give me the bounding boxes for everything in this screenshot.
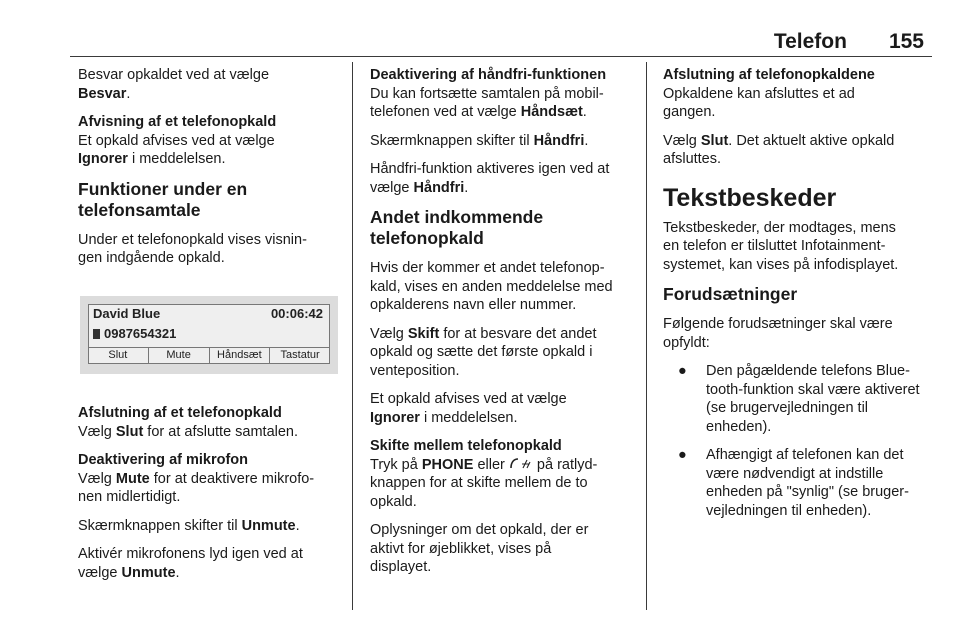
paragraph-functions: Under et telefonopkald vises visnin- gen indgående opkald.	[78, 231, 307, 266]
subheading-end-call: Afslutning af et telefonopkald	[78, 405, 282, 421]
subheading-handsfree-off: Deaktivering af håndfri-funktionen	[370, 67, 607, 83]
caller-number: 0987654321	[93, 326, 176, 341]
heading-prerequisites: Forudsætninger	[663, 284, 798, 304]
bullet-icon: ●	[678, 363, 687, 379]
list-item: ● Den pågældende telefons Blue- tooth-funktion skal være aktiveret (se brugervejledningen til enheden).	[678, 363, 920, 435]
section-reject: Afvisning af et telefonopkald Et opkald afvises ved at vælge Ignorer i meddelelsen.	[78, 113, 346, 169]
subheading-mute: Deaktivering af mikrofon	[78, 452, 249, 468]
page-number: 155	[888, 30, 924, 53]
handset-button[interactable]: Håndsæt	[209, 348, 270, 364]
subheading-reject: Afvisning af et telefonopkald	[78, 114, 277, 130]
page-header	[774, 30, 924, 54]
call-timer: 00:06:42	[270, 306, 323, 321]
phone-icon	[93, 329, 100, 339]
heading-second-call: Andet indkommende telefonopkald	[370, 207, 544, 248]
subheading-switch-calls: Skifte mellem telefonopkald	[370, 438, 562, 454]
column-divider-2	[646, 62, 647, 610]
heading-functions: Funktioner under en telefonsamtale	[78, 178, 248, 220]
call-button-row	[88, 347, 330, 364]
paragraph-answer: Besvar opkaldet ved at vælge Besvar.	[78, 67, 270, 102]
keypad-button[interactable]: Tastatur	[269, 348, 330, 364]
subheading-end-calls: Afslutning af telefonopkaldene	[663, 67, 875, 83]
prerequisite-list	[663, 362, 938, 520]
bullet-icon: ●	[678, 447, 687, 463]
column-1	[78, 66, 346, 278]
caller-name: David Blue	[93, 306, 161, 321]
column-2: Deaktivering af håndfri-funktionen Du kan fortsætte samtalen på mobil- telefonen ved at vælge Håndsæt. Skærmknappen skifter til Håndfri. Håndfri-funktion aktiveres igen ved at vælge Håndfri. Andet indkommende telefonopkald Hvis der kommer et andet telefonop- kald, vises en anden meddelelse med opkalderens navn eller nummer. Vælg Skift for at besvare det andet opkald og sætte det første opkald i venteposition. Et opkald afvises ved at vælge Ignorer i meddelelsen. Skifte mellem telefonopkald Tryk på PHONE eller på ratlyd- knappen for at skifte mellem de to opkald. Oplysninger om det opkald, der er aktivt for øjeblikket, vises på displayet.	[370, 66, 638, 587]
heading-text-messages: Tekstbeskeder	[663, 183, 837, 212]
column-divider-1	[352, 62, 353, 610]
page-title: Telefon	[773, 30, 847, 53]
header-rule	[70, 56, 932, 57]
steering-phone-icon	[509, 457, 533, 473]
mute-button[interactable]: Mute	[148, 348, 209, 364]
list-item: ● Afhængigt af telefonen kan det være nødvendigt at indstille enheden på "synlig" (se bruger- vejledningen til enheden).	[678, 447, 909, 519]
column-1-lower: Afslutning af et telefonopkald Vælg Slut for at afslutte samtalen. Deaktivering af mikrofon Vælg Mute for at deaktivere mikrofo- nen midlertidigt. Skærmknappen skifter til Unmute. Aktivér mikrofonens lyd igen ved at vælge Unmute.	[78, 404, 346, 592]
column-3: Afslutning af telefonopkaldene Opkaldene kan afsluttes et ad gangen. Vælg Slut. Det aktuelt aktive opkald afsluttes. Tekstbeskeder Tekstbeskeder, der modtages, mens en telefon er tilsluttet Infotainment- systemet, kan vises på infodisplayet. Forudsætninger Følgende forudsætninger skal være opfyldt: ● Den pågældende telefons Blue- tooth-funktion skal være aktiveret (se brugervejledningen til enheden). ● Afhængigt af telefonen kan det være nødvendigt at indstille enheden på "synlig" (se bruger- vejledningen til enheden).	[663, 66, 938, 530]
end-call-button[interactable]: Slut	[108, 349, 128, 361]
call-screen-illustration	[80, 296, 338, 374]
